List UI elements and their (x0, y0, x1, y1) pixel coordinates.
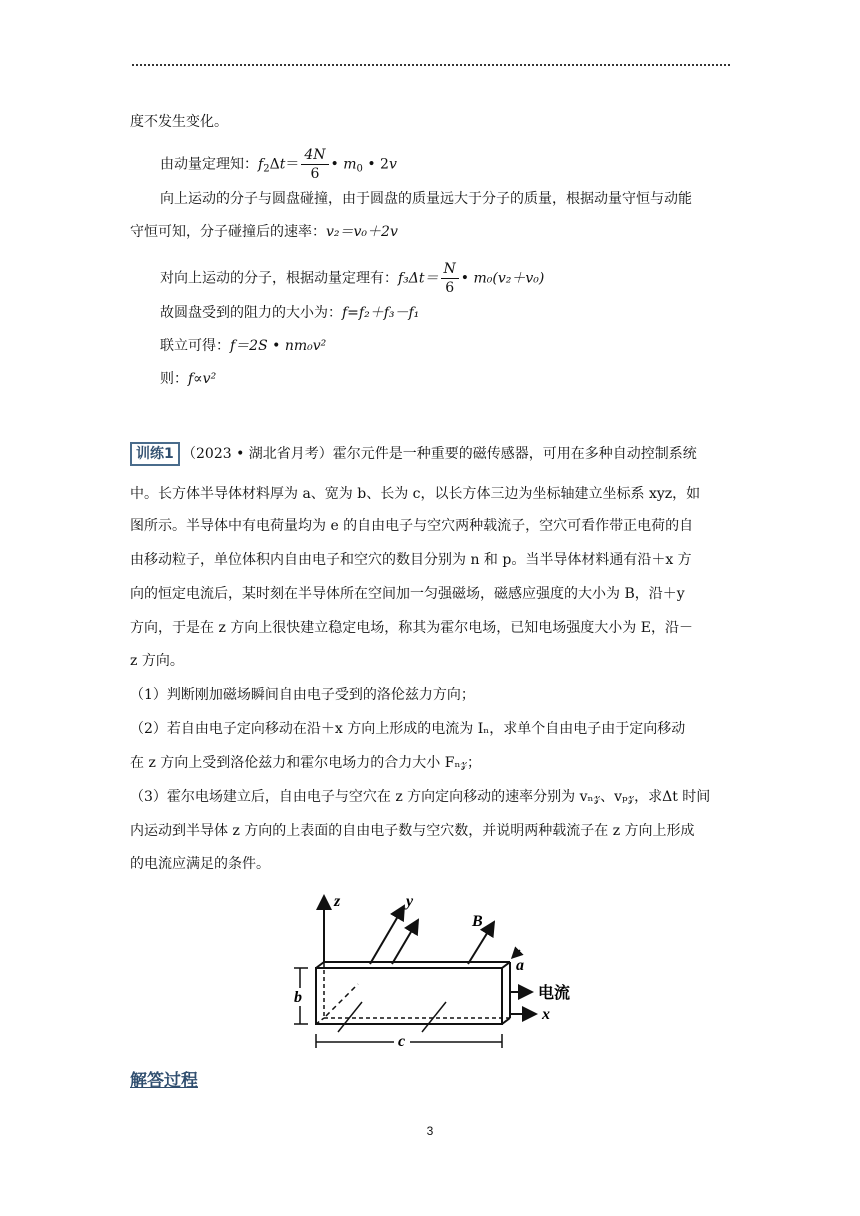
var: t (279, 156, 286, 173)
var: v (388, 156, 397, 173)
b-field-label: B (472, 913, 483, 930)
question-3-cont: 内运动到半导体 z 方向的上表面的自由电子数与空穴数，并说明两种载流子在 z 方向上形成 (130, 823, 695, 839)
question-1: （1）判断刚加磁场瞬间自由电子受到的洛伦兹力方向； (130, 687, 475, 703)
question-3: （3）霍尔电场建立后，自由电子与空穴在 z 方向定向移动的速率分别为 vₙ𝓏、vₚ𝓏，求Δt 时间 (130, 789, 711, 805)
equation: f∝v² (188, 371, 217, 387)
x-axis-label: x (542, 1006, 550, 1023)
problem-line: 向的恒定电流后，某时刻在半导体所在空间加一匀强磁场，磁感应强度的大小为 B，沿＋y (130, 586, 685, 602)
text-line (160, 336, 326, 356)
field-line (422, 1002, 446, 1032)
problem-line: （2023 • 湖北省月考）霍尔元件是一种重要的磁传感器，可用在多种自动控制系统 (182, 446, 697, 462)
sub: 0 (356, 163, 363, 175)
c-dimension-label: c (398, 1033, 406, 1050)
sub: 2 (263, 163, 270, 175)
text-line: 向上运动的分子与圆盘碰撞，由于圆盘的质量远大于分子的质量，根据动量守恒与动能 (160, 191, 692, 207)
y-axis-hidden (326, 984, 358, 1016)
y-axis (392, 920, 418, 964)
question-2: （2）若自由电子定向移动在沿＋x 方向上形成的电流为 Iₙ，求单个自由电子由于定向移动 (130, 721, 686, 737)
lhs: f₃Δt＝ (398, 270, 439, 287)
eq: ＝ (285, 156, 300, 173)
text-line (160, 369, 216, 389)
box-edge (502, 1018, 510, 1024)
var: m (343, 156, 357, 173)
z-axis-label: z (334, 893, 341, 910)
numerator: N (441, 260, 459, 279)
delta: Δ (269, 156, 280, 173)
label: 联立可得： (160, 338, 230, 354)
label: 则： (160, 371, 188, 387)
y-axis (370, 906, 404, 964)
equation: f=f₂＋f₃－f₁ (342, 305, 420, 321)
problem-line: z 方向。 (130, 653, 184, 669)
current-label: 电流 (538, 983, 571, 1002)
text: • 2 (362, 156, 389, 173)
training-tag: 训练1 (130, 442, 180, 466)
b-dimension-label: b (294, 989, 302, 1006)
problem-line: 由移动粒子，单位体积内自由电子和空穴的数目分别为 n 和 p。当半导体材料通有沿＋x 方 (130, 552, 692, 568)
y-axis-label: y (406, 893, 414, 910)
equation: v₂＝v₀＋2v (326, 224, 398, 240)
field-line (338, 1002, 362, 1032)
header-rule (132, 64, 730, 66)
text-line (130, 222, 398, 242)
problem-line: 图所示。半导体中有电荷量均为 e 的自由电子与空穴两种载流子，空穴可看作带正电荷的自 (130, 518, 694, 534)
label: 由动量定理知： (160, 156, 258, 173)
a-dimension-label: a (516, 957, 524, 974)
fraction (441, 260, 459, 297)
semiconductor-block (316, 968, 502, 1024)
rhs: • m₀(v₂＋v₀) (460, 270, 545, 287)
fraction (301, 146, 328, 183)
label: 守恒可知，分子碰撞后的速率： (130, 224, 326, 240)
hall-element-diagram (288, 888, 588, 1053)
denominator: 6 (445, 280, 455, 296)
momentum-equation-2 (160, 260, 544, 297)
momentum-equation (160, 146, 397, 183)
text-line (160, 303, 419, 323)
label: 故圆盘受到的阻力的大小为： (160, 305, 342, 321)
var: f (258, 156, 264, 173)
problem-line: 中。长方体半导体材料厚为 a、宽为 b、长为 c，以长方体三边为坐标轴建立坐标系 xyz，如 (130, 486, 701, 502)
answer-heading: 解答过程 (130, 1071, 198, 1091)
numerator: 4N (301, 146, 328, 165)
equation: f＝2S • nm₀v² (230, 338, 327, 354)
question-3-cont: 的电流应满足的条件。 (130, 856, 270, 872)
question-2-cont: 在 z 方向上受到洛伦兹力和霍尔电场力的合力大小 Fₙ𝓏； (130, 755, 482, 771)
denominator: 6 (310, 166, 320, 182)
dot: • (330, 156, 344, 173)
problem-line: 方向，于是在 z 方向上很快建立稳定电场，称其为霍尔电场，已知电场强度大小为 E，沿－ (130, 620, 693, 636)
page-number: 3 (426, 1124, 434, 1138)
text-line: 度不发生变化。 (130, 114, 228, 130)
label: 对向上运动的分子，根据动量定理有： (160, 270, 398, 287)
